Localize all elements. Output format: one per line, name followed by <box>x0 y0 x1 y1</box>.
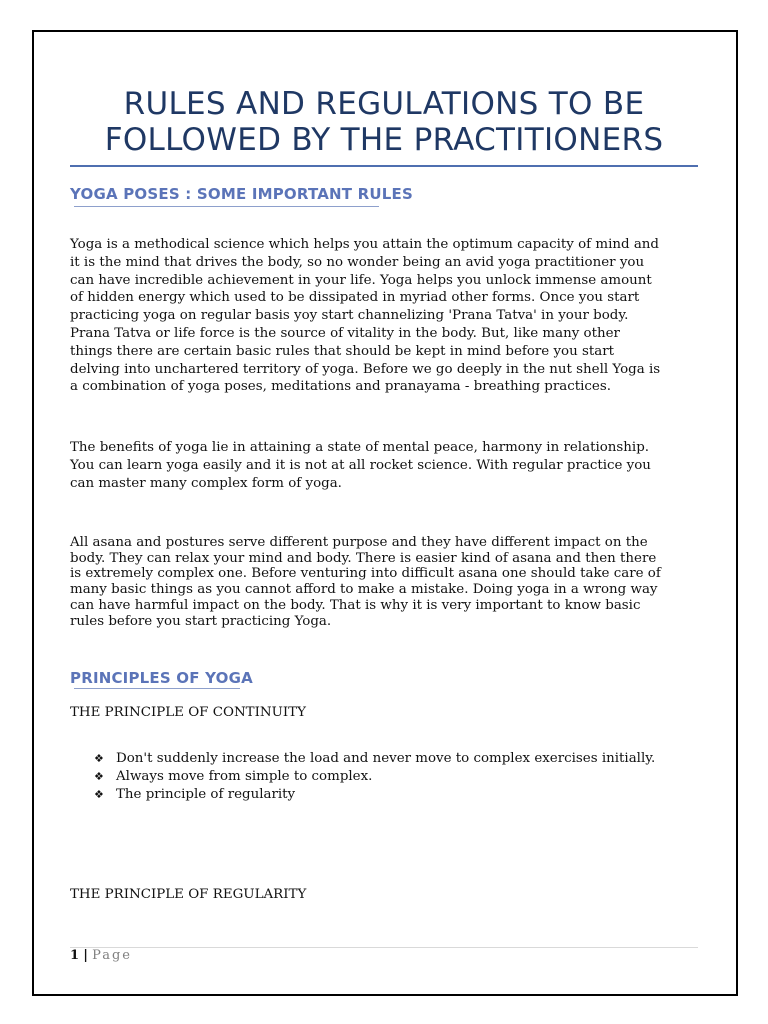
text-line: a combination of yoga poses, meditations and pranayama - breathing practices. <box>70 379 611 395</box>
text-line: can have incredible achievement in your life. Yoga helps you unlock immense amount <box>70 272 652 288</box>
list-item-text: Always move from simple to complex. <box>116 768 373 784</box>
list-item-text: The principle of regularity <box>116 786 296 802</box>
diamond-bullet-icon: ❖ <box>94 769 104 783</box>
text-line: You can learn yoga easily and it is not at all rocket science. With regular practice you <box>70 457 651 473</box>
list-item-text: Don't suddenly increase the load and never move to complex exercises initially. <box>116 751 656 766</box>
text-line: things there are certain basic rules that should be kept in mind before you start <box>70 343 615 359</box>
text-line: body. They can relax your mind and body. There is easier kind of asana and then there <box>70 550 657 566</box>
page-number: 1 <box>70 948 80 963</box>
page-border <box>32 30 738 996</box>
text-line: many basic things as you cannot afford to make a mistake. Doing yoga in a wrong way <box>70 582 658 598</box>
text-line: is extremely complex one. Before venturing into difficult asana one should take care of <box>70 566 661 582</box>
text-line: The benefits of yoga lie in attaining a state of mental peace, harmony in relationship. <box>70 440 650 455</box>
paragraph-intro <box>70 236 702 396</box>
diamond-bullet-icon: ❖ <box>94 752 104 765</box>
heading-underline <box>74 206 379 207</box>
list-item <box>94 768 655 786</box>
text-line: can have harmful impact on the body. That is why it is very important to know basic <box>70 597 641 613</box>
footer-separator: | <box>83 948 88 963</box>
text-line: Prana Tatva or life force is the source of vitality in the body. But, like many other <box>70 325 620 341</box>
page-label: Page <box>92 948 132 963</box>
subheading-regularity: THE PRINCIPLE OF REGULARITY <box>70 887 307 902</box>
paragraph-benefits <box>70 439 702 492</box>
section-heading-yoga-poses: YOGA POSES : SOME IMPORTANT RULES <box>70 185 413 203</box>
list-item <box>94 786 655 804</box>
text-line: can master many complex form of yoga. <box>70 475 342 491</box>
title-line: RULES AND REGULATIONS TO BE <box>123 86 645 122</box>
text-line: delving into unchartered territory of yoga. Before we go deeply in the nut shell Yoga is <box>70 361 661 377</box>
text-line: All asana and postures serve different purpose and they have different impact on the <box>70 535 648 550</box>
text-line: rules before you start practicing Yoga. <box>70 613 332 629</box>
title-divider <box>70 165 698 167</box>
text-line: practicing yoga on regular basis yoy start channelizing 'Prana Tatva' in your body. <box>70 308 629 324</box>
text-line: Yoga is a methodical science which helps you attain the optimum capacity of mind and <box>70 237 659 252</box>
list-item <box>94 750 655 768</box>
paragraph-asana <box>70 535 702 629</box>
subheading-continuity: THE PRINCIPLE OF CONTINUITY <box>70 705 306 720</box>
document-title <box>70 86 698 158</box>
footer-divider <box>70 947 698 948</box>
section-heading-principles: PRINCIPLES OF YOGA <box>70 669 253 687</box>
page-footer <box>70 948 132 963</box>
text-line: of hidden energy which used to be dissipated in myriad other forms. Once you start <box>70 290 640 306</box>
text-line: it is the mind that drives the body, so no wonder being an avid yoga practitioner you <box>70 254 645 270</box>
title-line: FOLLOWED BY THE PRACTITIONERS <box>104 122 664 158</box>
bullet-list <box>94 750 655 803</box>
diamond-bullet-icon: ❖ <box>94 787 104 801</box>
heading-underline <box>74 688 240 689</box>
